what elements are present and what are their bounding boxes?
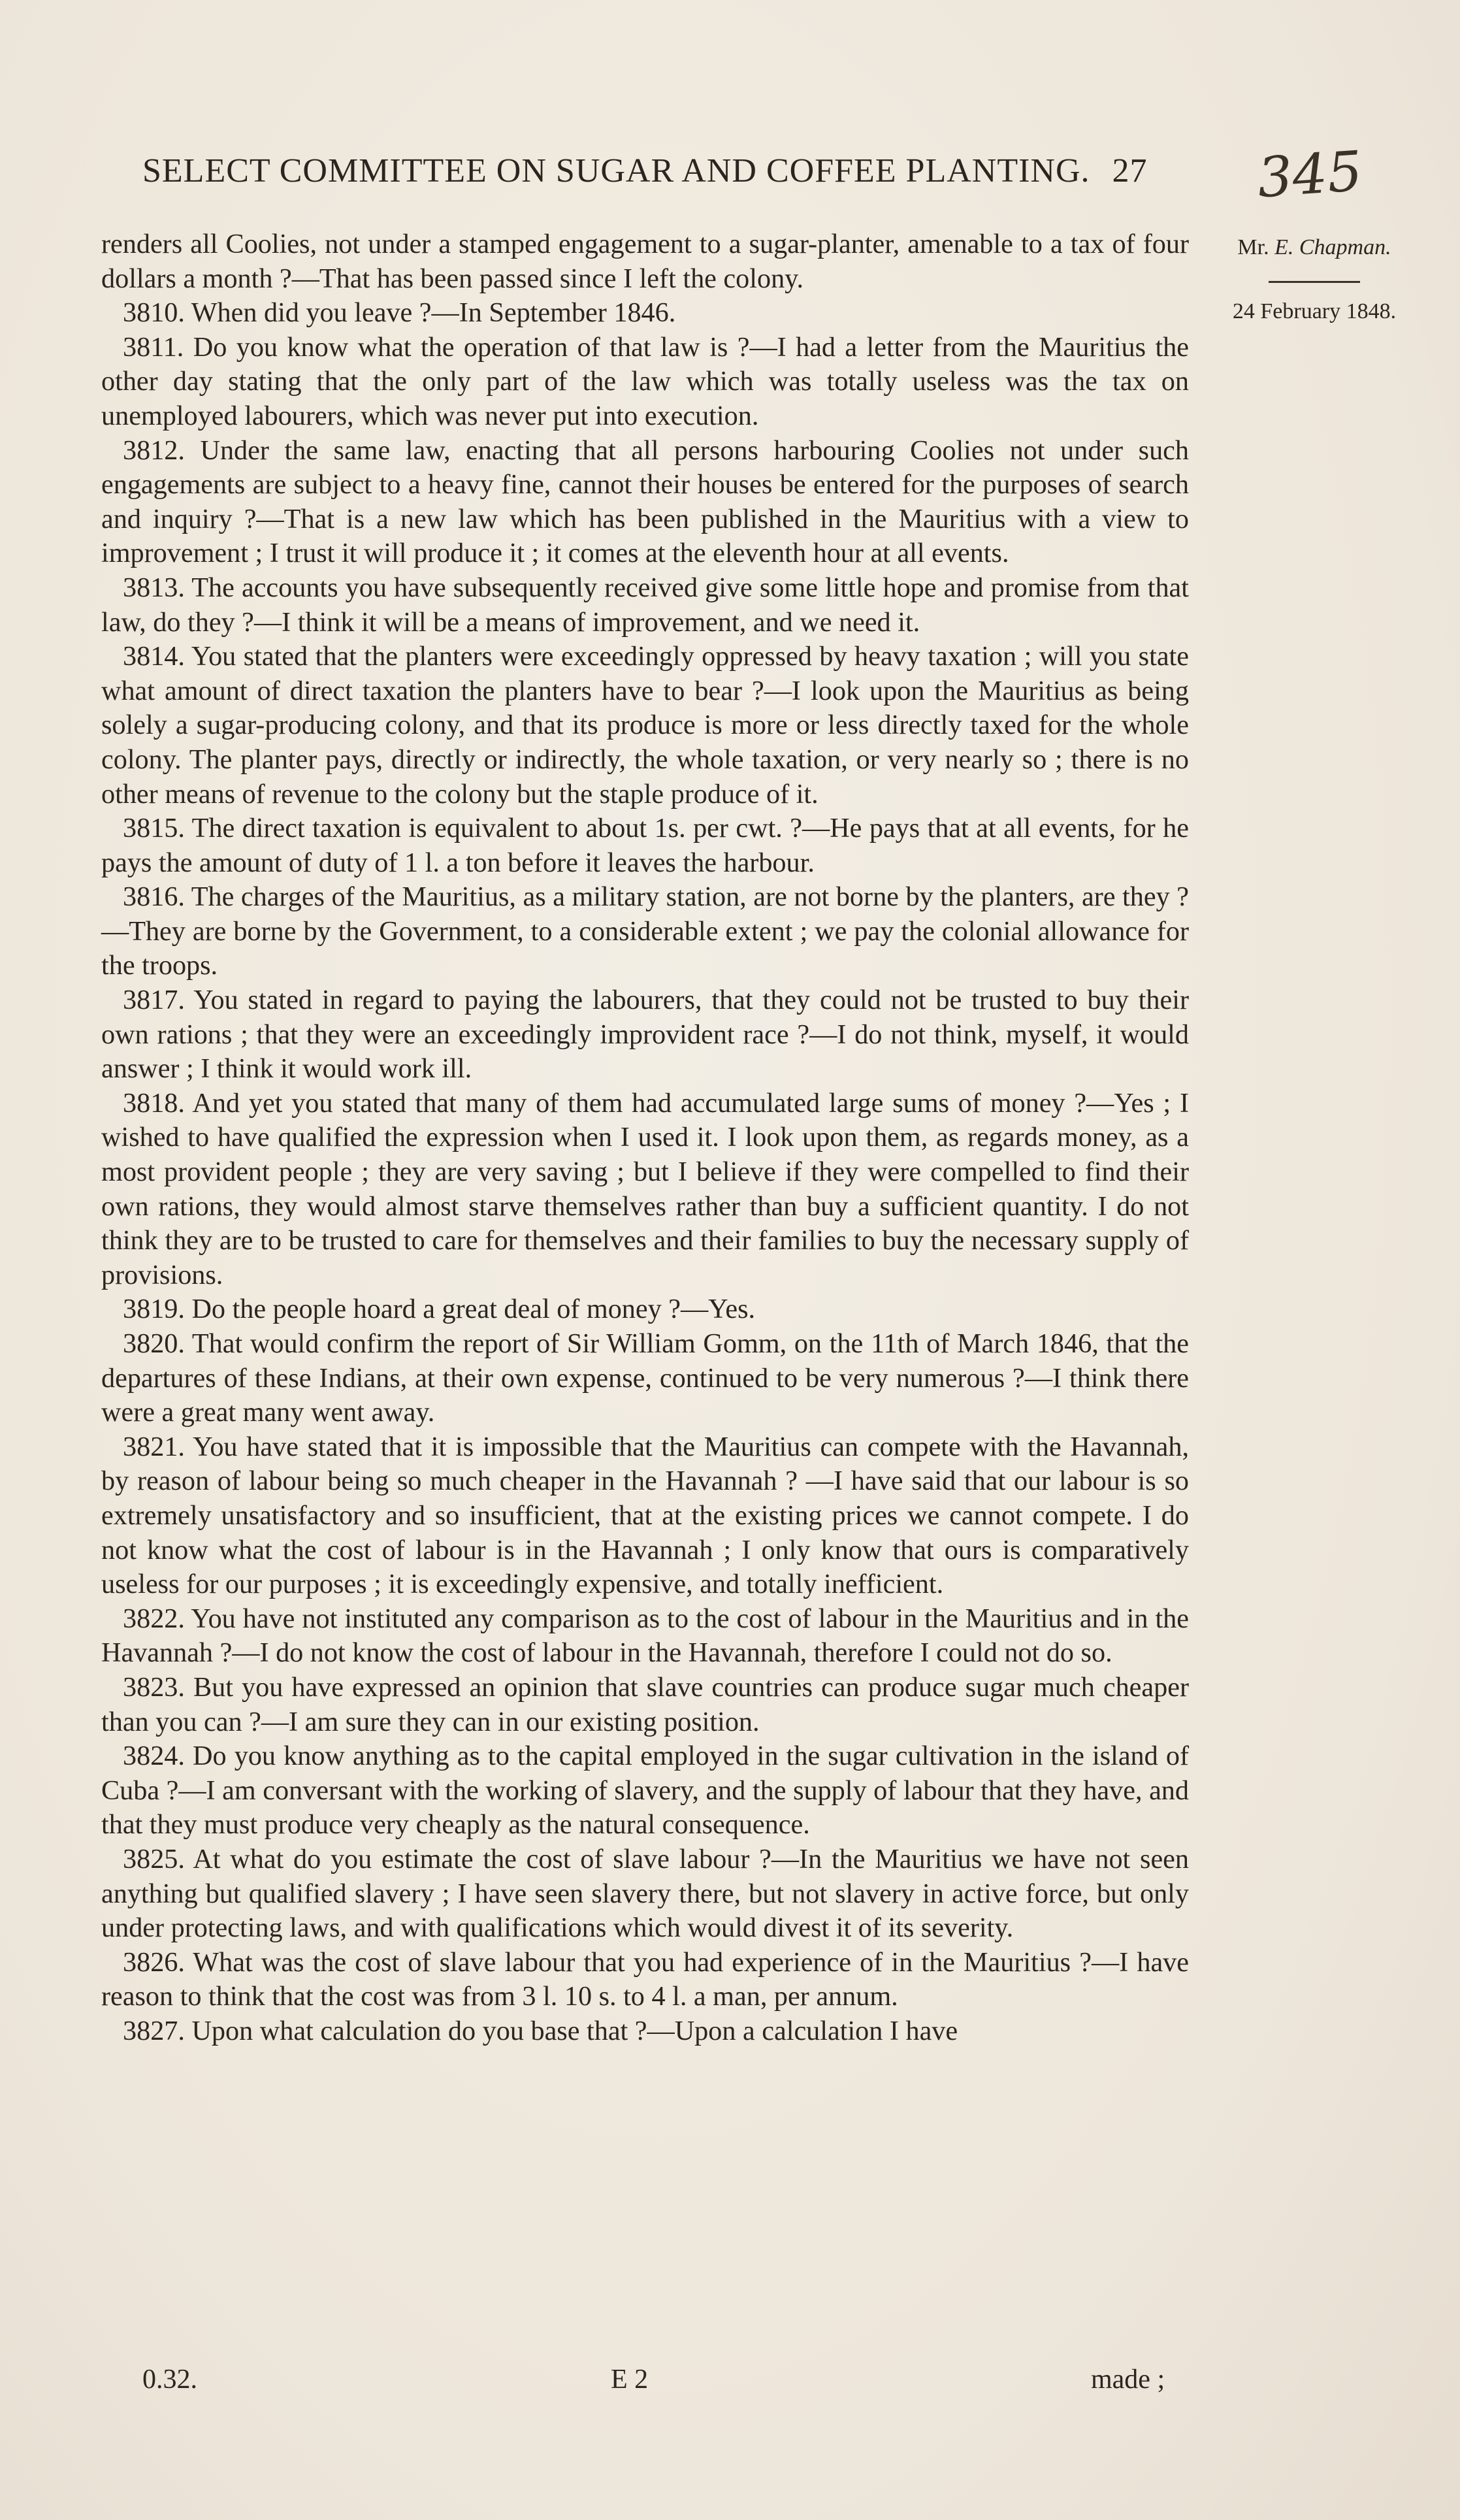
running-title: SELECT COMMITTEE ON SUGAR AND COFFEE PLANTING.: [142, 152, 1090, 189]
question-3819: 3819. Do the people hoard a great deal of money ?—Yes.: [123, 1294, 756, 1325]
question-3815: 3815. The direct taxation is equivalent to about 1s. per cwt. ?—He pays that at all events, for he pays the amount of duty of 1 l. a ton before it leaves the harbour.: [101, 813, 1189, 878]
question-3827: 3827. Upon what calculation do you base that ?—Upon a calculation I have: [123, 2015, 958, 2046]
witness-name: E. Chapman.: [1274, 235, 1391, 259]
testimony-body: [101, 227, 1189, 2048]
question-3820: 3820. That would confirm the report of Sir William Gomm, on the 11th of March 1846, that the departures of these Indians, at their own expense, continued to be very numerous ?—I think there were a great many went away.: [101, 1328, 1189, 1428]
question-3818: 3818. And yet you stated that many of them had accumulated large sums of money ?—Yes ; I wished to have qualified the expression when I used it. I look upon them, as regards money, as a most provident people ; they are very saving ; but I believe if they were compelled to find their own rations, they would almost starve themselves rather than buy a sufficient quantity. I do not think they are to be trusted to care for themselves and their families to buy the necessary supply of provisions.: [101, 1087, 1189, 1290]
question-3816: 3816. The charges of the Mauritius, as a military station, are not borne by the planters, are they ?—They are borne by the Government, to a considerable extent ; we pay the colonial allowance for the troops.: [101, 881, 1189, 981]
question-3813: 3813. The accounts you have subsequently received give some little hope and promise from that law, do they ?—I think it will be a means of improvement, and we need it.: [101, 572, 1189, 638]
footer-reference: 0.32.: [142, 2365, 197, 2395]
question-3811: 3811. Do you know what the operation of that law is ?—I had a letter from the Mauritius the other day stating that the only part of the law which was totally useless was the tax on unemployed labourers, which was never put into execution.: [101, 331, 1189, 431]
question-3814: 3814. You stated that the planters were exceedingly oppressed by heavy taxation ; will you state what amount of direct taxation the planters have to bear ?—I look upon the Mauritius as being solely a sugar-producing colony, and that its produce is more or less directly taxed for the whole colony. The planter pays, directly or indirectly, the whole taxation, or very nearly so ; there is no other means of revenue to the colony but the staple produce of it.: [101, 641, 1189, 810]
question-3825: 3825. At what do you estimate the cost of slave labour ?—In the Mauritius we have not seen anything but qualified slavery ; I have seen slavery there, but not slavery in active force, but only under protecting laws, and with qualifications which would divest it of its severity.: [101, 1843, 1189, 1944]
question-3812: 3812. Under the same law, enacting that all persons harbouring Coolies not under such engagements are subject to a heavy fine, cannot their houses be entered for the purposes of search and inquiry ?—That is a new law which has been published in the Mauritius with a view to improvement ; I trust it will produce it ; it comes at the eleventh hour at all events.: [101, 434, 1189, 569]
handwritten-folio-number: 345: [1255, 139, 1365, 210]
running-header: [142, 152, 1188, 190]
date-sidenote: 24 February 1848.: [1232, 299, 1397, 323]
sidenote-divider: [1269, 281, 1360, 283]
question-3824: 3824. Do you know anything as to the capital employed in the sugar cultivation in the island of Cuba ?—I am conversant with the working of slavery, and the supply of labour that they have, and that they must produce very cheaply as the natural consequence.: [101, 1741, 1189, 1841]
signature-mark: E 2: [611, 2365, 649, 2395]
question-3826: 3826. What was the cost of slave labour that you had experience of in the Mauritius ?—I have reason to think that the cost was from 3 l. 10 s. to 4 l. a man, per annum.: [101, 1946, 1189, 2012]
paragraph-continuation: renders all Coolies, not under a stamped engagement to a sugar-planter, amenable to a tax of four dollars a month ?—That has been passed since I left the colony.: [101, 229, 1189, 294]
question-3821: 3821. You have stated that it is impossible that the Mauritius can compete with the Havannah, by reason of labour being so much cheaper in the Havannah ? —I have said that our labour is so extremely unsatisfactory and so insufficient, that at the existing prices we cannot compete. I do not know what the cost of labour is in the Havannah ; I only know that ours is comparatively useless for our purposes ; it is exceedingly expensive, and totally inefficient.: [101, 1431, 1189, 1600]
witness-prefix: Mr.: [1237, 235, 1269, 259]
page-number: 27: [1112, 152, 1148, 189]
question-3810: 3810. When did you leave ?—In September 1846.: [123, 297, 676, 329]
witness-sidenote: [1216, 235, 1412, 260]
question-3817: 3817. You stated in regard to paying the labourers, that they could not be trusted to buy their own rations ; that they were an exceedingly improvident race ?—I do not think, myself, it would answer ; I think it would work ill.: [101, 985, 1189, 1085]
question-3823: 3823. But you have expressed an opinion that slave countries can produce sugar much cheaper than you can ?—I am sure they can in our existing position.: [101, 1671, 1189, 1737]
catchword: made ;: [1091, 2365, 1165, 2395]
question-3822: 3822. You have not instituted any comparison as to the cost of labour in the Mauritius and in the Havannah ?—I do not know the cost of labour in the Havannah, therefore I could not do so.: [101, 1603, 1189, 1669]
